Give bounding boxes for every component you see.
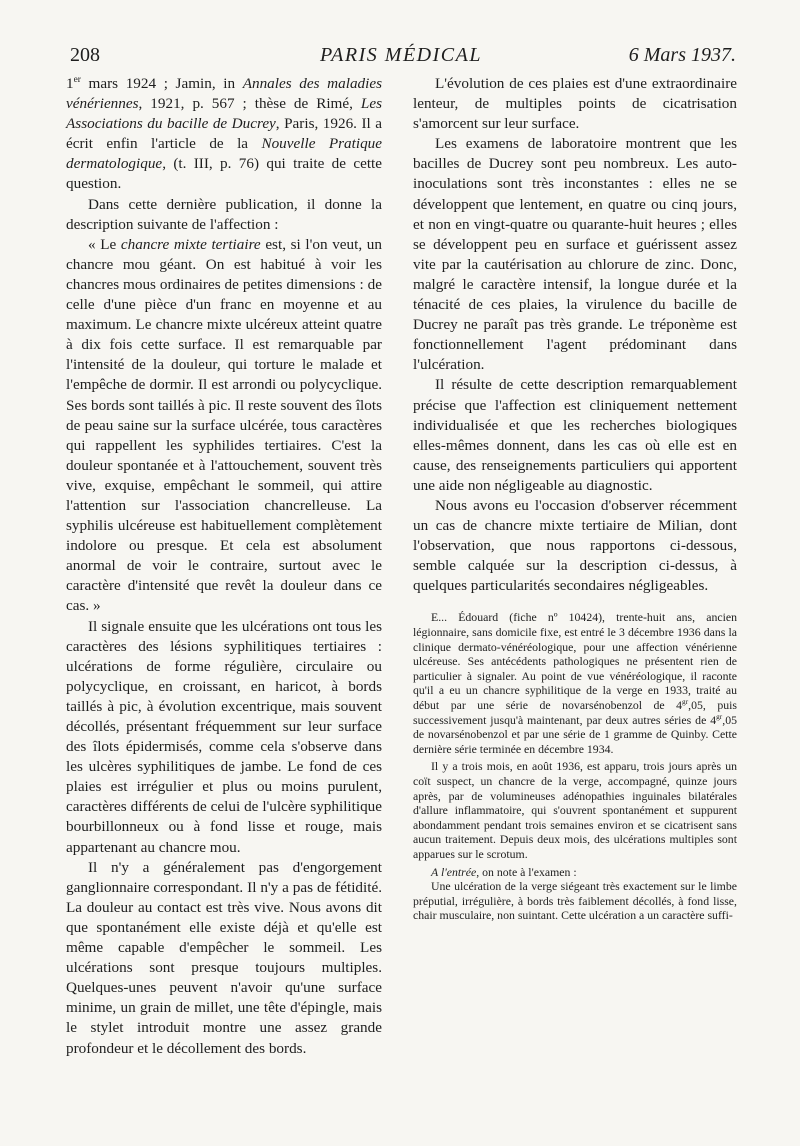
text-run: E... Édouard (fiche nº 10424), trente-huit ans, ancien légionnaire, sans domicile fixe, est entré le 3 décembre 1936 dans la clinique dermato-vénéréologique, pour une affection vénérienne ulcéreuse. Ses antécédents pathologiques ne présentent rien de particulier à signaler. Au point de vue vénéréologique, il raconte qu'il a eu un chancre syphilitique de la verge en 1933, traité au début par une série de novarsénobenzol de 4 bbox=[413, 610, 737, 712]
case-paragraph bbox=[413, 865, 737, 880]
italic-title: Nouvelle Pratique dermatologique bbox=[66, 135, 382, 173]
text-run: , (t. III, p. 76) qui traite de cette question. bbox=[66, 155, 382, 193]
superscript: er bbox=[73, 74, 81, 85]
italic-title: Les Associations du bacille de Ducrey bbox=[66, 95, 382, 133]
case-paragraph: Il y a trois mois, en août 1936, est apparu, trois jours après un coït suspect, un chancre de la verge, accompagné, quinze jours après, par de volumineuses adénopathies inguinales bilatérales d'allure inflammatoire, qui s'ouvrent spontanément et suppurent abondamment pendant trois semaines environ et se cicatrisent sans aucun traitement. Depuis deux mois, des ulcérations multiples sont apparues sur le scrotum. bbox=[413, 759, 737, 861]
paragraph-quote bbox=[66, 235, 382, 617]
superscript: gr bbox=[716, 711, 723, 721]
text-run: est, si l'on veut, un chancre mou géant. On est habitué à voir les chancres mous ordinaires de petites dimensions : de celle d'une pièce d'un franc en moyenne et au maximum. Le chancre mixte ulcéreux atteint quatre à dix fois cette surface. Il est remarquable par l'intensité de la douleur, qui torture le malade et l'empêche de dormir. Il est arrondi ou polycyclique. Ses bords sont taillés à pic. Il reste souvent des îlots de peau saine sur la surface ulcérée, tous caractères qui rappellent les syphilides tertiaires. C'est la douleur spontanée et à l'attouchement, souvent très vive, exquise, empêchant le sommeil, qui attire l'attention sur l'association chancrelleuse. La syphilis ulcéreuse est habituellement complètement indolore ou presque. Et cela est absolument anormal de voir le contraire, surtout avec le caractère d'intensité que revêt la douleur dans ce cas. » bbox=[66, 235, 382, 615]
italic-title: Annales des maladies vénériennes bbox=[66, 75, 382, 113]
text-run: « Le bbox=[88, 235, 121, 253]
journal-title: PARIS MÉDICAL bbox=[320, 44, 482, 66]
case-paragraph: Une ulcération de la verge siégeant très exactement sur le limbe préputial, irrégulière, à bords très faiblement décollés, à fond lisse, chair musculaire, non suintant. Cette ulcération a un caractère suffi- bbox=[413, 879, 737, 923]
paragraph: Il résulte de cette description remarquablement précise que l'affection est cliniquement nettement individualisée et que les recherches biologiques elles-mêmes donnent, dans les cas où elle est en cause, des renseignements particuliers qui apportent une aide non négligeable au diagnostic. bbox=[413, 376, 737, 494]
page-number: 208 bbox=[70, 44, 100, 66]
text-run: ,05, puis successivement jusqu'à maintenant, par deux autres séries de 4 bbox=[413, 698, 737, 727]
italic-term: chancre mixte tertiaire bbox=[120, 235, 261, 253]
paragraph: Il signale ensuite que les ulcérations ont tous les caractères des lésions syphilitiques tertiaires : ulcérations de forme régulière, circulaire ou polycyclique, en croissant, en haricot, à bords taillés à pic, à évolution excentrique, mais souvent décollés, présentant fréquemment sur leur surface des îlots épidermisés, comme cela s'observe dans les ulcères syphilitiques de jambe. Le fond de ces plaies est irrégulier et plus ou moins purulent, caractères différents de celui de l'ulcère syphilitique bourbillonneux ou à fond lisse et rouge, mais appartenant au chancre mou. bbox=[66, 617, 382, 856]
superscript: gr bbox=[682, 697, 689, 707]
case-paragraph bbox=[413, 610, 737, 756]
paragraph: Il n'y a généralement pas d'engorgement ganglionnaire correspondant. Il n'y a pas de fétidité. La douleur au contact est très vive. Nous avons dit que spontanément elle existe déjà et qu'elle est même capable d'empêcher le sommeil. Les ulcérations sont presque toujours multiples. Quelques-unes peuvent n'avoir qu'une surface minime, un grain de millet, une tête d'épingle, mais le stylet introduit montre une assez grande profondeur et le décollement des bords. bbox=[66, 858, 382, 1057]
text-run: , 1921, p. 567 ; thèse de Rimé, bbox=[138, 95, 361, 113]
paragraph: Dans cette dernière publication, il donne la description suivante de l'affection : bbox=[66, 195, 382, 233]
right-column bbox=[413, 74, 737, 923]
text-run: ,05 de novarsénobenzol et par une série de 1 gramme de Quinby. Cette dernière série terminée en décembre 1934. bbox=[413, 712, 737, 756]
issue-date: 6 Mars 1937. bbox=[628, 44, 736, 66]
text-run: , Paris, 1926. Il a écrit enfin l'article de la bbox=[66, 115, 382, 153]
text-run: , on note à l'examen : bbox=[476, 864, 577, 879]
paragraph: Les examens de laboratoire montrent que les bacilles de Ducrey sont peu nombreux. Les auto-inoculations sont très inconstantes : elles ne se développent que lentement, en quatre ou cinq jours, et non en vingt-quatre ou quarante-huit heures ; elles se développent peu en surface et guérissent assez vite par la cautérisation au chlorure de zinc. Donc, malgré le caractère intensif, la longue durée et la ténacité de ces plaies, la virulence du bacille de Ducrey ne paraît pas très grande. Le tréponème est fonctionnellement l'agent prédominant dans l'ulcération. bbox=[413, 135, 737, 374]
case-report bbox=[413, 610, 737, 922]
italic-term: A l'entrée bbox=[431, 864, 477, 879]
paragraph: Nous avons eu l'occasion d'observer récemment un cas de chancre mixte tertiaire de Milian, dont l'observation, que nous rapportons ci-dessous, semble calquée sur la description ci-dessus, à quelques particularités secondaires négligeables. bbox=[413, 496, 737, 595]
left-column bbox=[66, 74, 382, 1059]
paragraph-references bbox=[66, 74, 382, 195]
text-run: mars 1924 ; Jamin, in bbox=[80, 75, 243, 92]
paragraph: L'évolution de ces plaies est d'une extraordinaire lenteur, de multiples points de cicatrisation s'amorcent sur leur surface. bbox=[413, 75, 737, 133]
page-header bbox=[66, 44, 736, 68]
text-run: 1 bbox=[66, 75, 74, 92]
